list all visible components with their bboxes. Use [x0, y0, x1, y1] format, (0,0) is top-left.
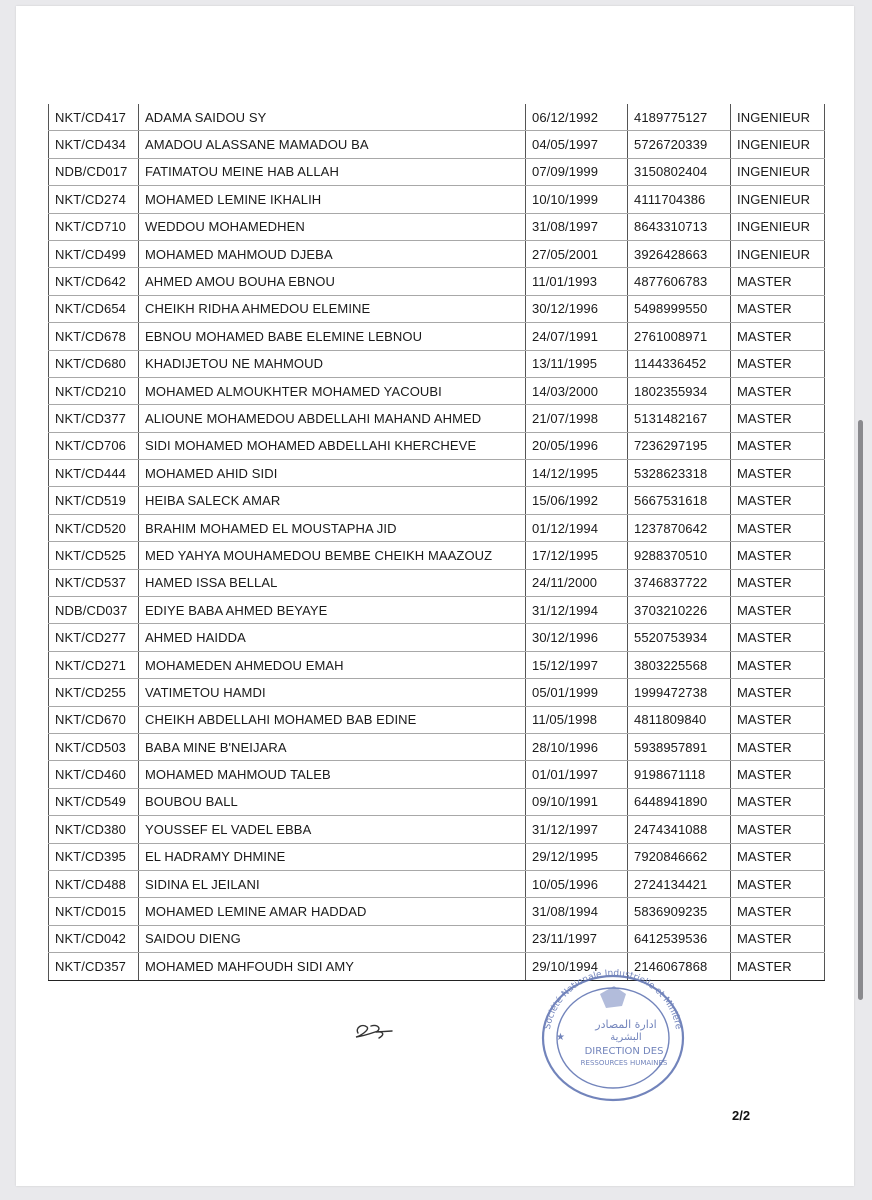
cell-degree: MASTER: [731, 377, 825, 404]
cell-id-number: 5938957891: [628, 733, 731, 760]
table-row: [49, 514, 825, 541]
cell-degree: MASTER: [731, 651, 825, 678]
cell-birth-date: 24/11/2000: [526, 569, 628, 596]
cell-degree: MASTER: [731, 460, 825, 487]
table-row: [49, 323, 825, 350]
table-row: [49, 350, 825, 377]
official-stamp: [534, 956, 692, 1106]
table-row: [49, 870, 825, 897]
cell-birth-date: 15/06/1992: [526, 487, 628, 514]
cell-birth-date: 21/07/1998: [526, 405, 628, 432]
table-row: [49, 240, 825, 267]
cell-code: NKT/CD460: [49, 761, 139, 788]
cell-birth-date: 11/05/1998: [526, 706, 628, 733]
table-row: [49, 679, 825, 706]
cell-name: CHEIKH ABDELLAHI MOHAMED BAB EDINE: [139, 706, 526, 733]
cell-degree: INGENIEUR: [731, 131, 825, 158]
table-row: [49, 761, 825, 788]
table-row: [49, 542, 825, 569]
cell-id-number: 4111704386: [628, 186, 731, 213]
cell-id-number: 5498999550: [628, 295, 731, 322]
cell-degree: INGENIEUR: [731, 186, 825, 213]
cell-birth-date: 09/10/1991: [526, 788, 628, 815]
cell-name: FATIMATOU MEINE HAB ALLAH: [139, 158, 526, 185]
cell-id-number: 2474341088: [628, 816, 731, 843]
cell-name: ALIOUNE MOHAMEDOU ABDELLAHI MAHAND AHMED: [139, 405, 526, 432]
cell-degree: MASTER: [731, 295, 825, 322]
cell-code: NKT/CD042: [49, 925, 139, 952]
cell-name: MOHAMED LEMINE IKHALIH: [139, 186, 526, 213]
stamp-star-icon: ★: [556, 1032, 565, 1043]
cell-id-number: 1802355934: [628, 377, 731, 404]
table-row: [49, 377, 825, 404]
cell-code: NKT/CD277: [49, 624, 139, 651]
cell-degree: MASTER: [731, 816, 825, 843]
cell-degree: MASTER: [731, 925, 825, 952]
cell-name: AHMED AMOU BOUHA EBNOU: [139, 268, 526, 295]
cell-code: NKT/CD488: [49, 870, 139, 897]
cell-birth-date: 30/12/1996: [526, 624, 628, 651]
cell-id-number: 7920846662: [628, 843, 731, 870]
cell-name: EL HADRAMY DHMINE: [139, 843, 526, 870]
stamp-french-line-1: DIRECTION DES: [584, 1046, 664, 1057]
table-row: [49, 733, 825, 760]
cell-birth-date: 27/05/2001: [526, 240, 628, 267]
table-row: [49, 788, 825, 815]
table-row: [49, 268, 825, 295]
cell-code: NKT/CD434: [49, 131, 139, 158]
cell-code: NDB/CD037: [49, 597, 139, 624]
cell-code: NKT/CD015: [49, 898, 139, 925]
cell-birth-date: 29/10/1994: [526, 953, 628, 980]
cell-code: NKT/CD274: [49, 186, 139, 213]
cell-name: BOUBOU BALL: [139, 788, 526, 815]
table-row: [49, 104, 825, 131]
cell-name: MOHAMEDEN AHMEDOU EMAH: [139, 651, 526, 678]
cell-degree: MASTER: [731, 514, 825, 541]
page-number: 2/2: [732, 1108, 751, 1123]
cell-degree: MASTER: [731, 542, 825, 569]
stamp-ring-text: Société Nationale Industrielle et Minière: [542, 968, 684, 1031]
cell-id-number: 8643310713: [628, 213, 731, 240]
cell-birth-date: 24/07/1991: [526, 323, 628, 350]
cell-name: AMADOU ALASSANE MAMADOU BA: [139, 131, 526, 158]
table-row: [49, 460, 825, 487]
cell-birth-date: 10/10/1999: [526, 186, 628, 213]
cell-degree: INGENIEUR: [731, 240, 825, 267]
cell-birth-date: 31/12/1994: [526, 597, 628, 624]
cell-birth-date: 17/12/1995: [526, 542, 628, 569]
cell-degree: MASTER: [731, 953, 825, 980]
table-row: [49, 843, 825, 870]
cell-id-number: 5131482167: [628, 405, 731, 432]
cell-code: NKT/CD670: [49, 706, 139, 733]
cell-degree: MASTER: [731, 487, 825, 514]
cell-name: SIDINA EL JEILANI: [139, 870, 526, 897]
cell-code: NKT/CD549: [49, 788, 139, 815]
cell-birth-date: 14/12/1995: [526, 460, 628, 487]
candidates-table: [48, 104, 825, 981]
cell-id-number: 3150802404: [628, 158, 731, 185]
cell-name: MOHAMED AHID SIDI: [139, 460, 526, 487]
cell-code: NDB/CD017: [49, 158, 139, 185]
cell-id-number: 6448941890: [628, 788, 731, 815]
table-row: [49, 898, 825, 925]
cell-name: CHEIKH RIDHA AHMEDOU ELEMINE: [139, 295, 526, 322]
cell-code: NKT/CD255: [49, 679, 139, 706]
cell-code: NKT/CD710: [49, 213, 139, 240]
cell-degree: MASTER: [731, 405, 825, 432]
table-row: [49, 131, 825, 158]
cell-id-number: 2761008971: [628, 323, 731, 350]
table-row: [49, 706, 825, 733]
cell-id-number: 2146067868: [628, 953, 731, 980]
cell-code: NKT/CD210: [49, 377, 139, 404]
cell-code: NKT/CD503: [49, 733, 139, 760]
table-container: [48, 104, 825, 981]
cell-birth-date: 14/03/2000: [526, 377, 628, 404]
cell-code: NKT/CD654: [49, 295, 139, 322]
cell-birth-date: 06/12/1992: [526, 104, 628, 131]
cell-degree: MASTER: [731, 624, 825, 651]
cell-id-number: 3703210226: [628, 597, 731, 624]
table-body: [49, 104, 825, 980]
cell-name: MOHAMED MAHMOUD DJEBA: [139, 240, 526, 267]
cell-id-number: 5328623318: [628, 460, 731, 487]
table-row: [49, 624, 825, 651]
table-row: [49, 651, 825, 678]
cell-code: NKT/CD417: [49, 104, 139, 131]
cell-name: MOHAMED MAHMOUD TALEB: [139, 761, 526, 788]
cell-name: WEDDOU MOHAMEDHEN: [139, 213, 526, 240]
cell-code: NKT/CD395: [49, 843, 139, 870]
cell-code: NKT/CD499: [49, 240, 139, 267]
cell-name: ADAMA SAIDOU SY: [139, 104, 526, 131]
cell-name: EBNOU MOHAMED BABE ELEMINE LEBNOU: [139, 323, 526, 350]
table-row: [49, 213, 825, 240]
table-row: [49, 925, 825, 952]
table-row: [49, 405, 825, 432]
table-row: [49, 487, 825, 514]
table-row: [49, 816, 825, 843]
cell-name: KHADIJETOU NE MAHMOUD: [139, 350, 526, 377]
cell-degree: MASTER: [731, 788, 825, 815]
cell-code: NKT/CD642: [49, 268, 139, 295]
cell-name: HAMED ISSA BELLAL: [139, 569, 526, 596]
cell-id-number: 3803225568: [628, 651, 731, 678]
cell-id-number: 3746837722: [628, 569, 731, 596]
cell-code: NKT/CD678: [49, 323, 139, 350]
document-page: [16, 6, 854, 1186]
cell-code: NKT/CD271: [49, 651, 139, 678]
scrollbar[interactable]: [858, 420, 863, 1000]
cell-birth-date: 23/11/1997: [526, 925, 628, 952]
cell-id-number: 9288370510: [628, 542, 731, 569]
cell-birth-date: 20/05/1996: [526, 432, 628, 459]
cell-code: NKT/CD520: [49, 514, 139, 541]
cell-id-number: 4877606783: [628, 268, 731, 295]
cell-birth-date: 31/12/1997: [526, 816, 628, 843]
cell-name: YOUSSEF EL VADEL EBBA: [139, 816, 526, 843]
cell-id-number: 2724134421: [628, 870, 731, 897]
cell-birth-date: 01/01/1997: [526, 761, 628, 788]
cell-birth-date: 10/05/1996: [526, 870, 628, 897]
table-row: [49, 432, 825, 459]
cell-id-number: 5726720339: [628, 131, 731, 158]
stamp-arabic-line-2: البشرية: [610, 1032, 642, 1043]
cell-name: SAIDOU DIENG: [139, 925, 526, 952]
cell-degree: MASTER: [731, 761, 825, 788]
cell-degree: MASTER: [731, 870, 825, 897]
table-row: [49, 158, 825, 185]
cell-birth-date: 15/12/1997: [526, 651, 628, 678]
cell-id-number: 3926428663: [628, 240, 731, 267]
table-row: [49, 569, 825, 596]
cell-id-number: 9198671118: [628, 761, 731, 788]
cell-id-number: 4811809840: [628, 706, 731, 733]
cell-name: VATIMETOU HAMDI: [139, 679, 526, 706]
cell-birth-date: 01/12/1994: [526, 514, 628, 541]
cell-name: MOHAMED ALMOUKHTER MOHAMED YACOUBI: [139, 377, 526, 404]
cell-name: EDIYE BABA AHMED BEYAYE: [139, 597, 526, 624]
cell-birth-date: 31/08/1997: [526, 213, 628, 240]
cell-name: BRAHIM MOHAMED EL MOUSTAPHA JID: [139, 514, 526, 541]
cell-name: HEIBA SALECK AMAR: [139, 487, 526, 514]
cell-degree: MASTER: [731, 843, 825, 870]
cell-name: MED YAHYA MOUHAMEDOU BEMBE CHEIKH MAAZOUZ: [139, 542, 526, 569]
cell-birth-date: 04/05/1997: [526, 131, 628, 158]
cell-id-number: 5836909235: [628, 898, 731, 925]
cell-birth-date: 05/01/1999: [526, 679, 628, 706]
cell-degree: INGENIEUR: [731, 213, 825, 240]
cell-name: SIDI MOHAMED MOHAMED ABDELLAHI KHERCHEVE: [139, 432, 526, 459]
cell-degree: MASTER: [731, 898, 825, 925]
table-row: [49, 295, 825, 322]
cell-degree: INGENIEUR: [731, 158, 825, 185]
cell-degree: MASTER: [731, 597, 825, 624]
cell-code: NKT/CD380: [49, 816, 139, 843]
cell-degree: MASTER: [731, 733, 825, 760]
cell-code: NKT/CD706: [49, 432, 139, 459]
signature-scribble: [352, 1020, 396, 1042]
cell-name: AHMED HAIDDA: [139, 624, 526, 651]
cell-name: MOHAMED MAHFOUDH SIDI AMY: [139, 953, 526, 980]
cell-code: NKT/CD357: [49, 953, 139, 980]
cell-code: NKT/CD519: [49, 487, 139, 514]
cell-birth-date: 29/12/1995: [526, 843, 628, 870]
cell-degree: MASTER: [731, 350, 825, 377]
cell-birth-date: 07/09/1999: [526, 158, 628, 185]
cell-degree: MASTER: [731, 679, 825, 706]
cell-id-number: 1144336452: [628, 350, 731, 377]
cell-degree: MASTER: [731, 569, 825, 596]
cell-code: NKT/CD525: [49, 542, 139, 569]
cell-birth-date: 30/12/1996: [526, 295, 628, 322]
cell-code: NKT/CD444: [49, 460, 139, 487]
cell-degree: MASTER: [731, 268, 825, 295]
cell-degree: MASTER: [731, 323, 825, 350]
stamp-french-line-2: RESSOURCES HUMAINES: [580, 1059, 668, 1067]
cell-id-number: 7236297195: [628, 432, 731, 459]
cell-birth-date: 11/01/1993: [526, 268, 628, 295]
cell-code: NKT/CD377: [49, 405, 139, 432]
cell-birth-date: 28/10/1996: [526, 733, 628, 760]
cell-birth-date: 31/08/1994: [526, 898, 628, 925]
cell-id-number: 1999472738: [628, 679, 731, 706]
table-row: [49, 953, 825, 980]
cell-degree: INGENIEUR: [731, 104, 825, 131]
cell-id-number: 1237870642: [628, 514, 731, 541]
cell-id-number: 5520753934: [628, 624, 731, 651]
cell-degree: MASTER: [731, 432, 825, 459]
cell-birth-date: 13/11/1995: [526, 350, 628, 377]
cell-degree: MASTER: [731, 706, 825, 733]
cell-name: BABA MINE B'NEIJARA: [139, 733, 526, 760]
cell-code: NKT/CD537: [49, 569, 139, 596]
cell-code: NKT/CD680: [49, 350, 139, 377]
stamp-arabic-line-1: ادارة المصادر: [595, 1018, 657, 1031]
table-row: [49, 597, 825, 624]
cell-id-number: 6412539536: [628, 925, 731, 952]
cell-id-number: 5667531618: [628, 487, 731, 514]
table-row: [49, 186, 825, 213]
cell-name: MOHAMED LEMINE AMAR HADDAD: [139, 898, 526, 925]
cell-id-number: 4189775127: [628, 104, 731, 131]
